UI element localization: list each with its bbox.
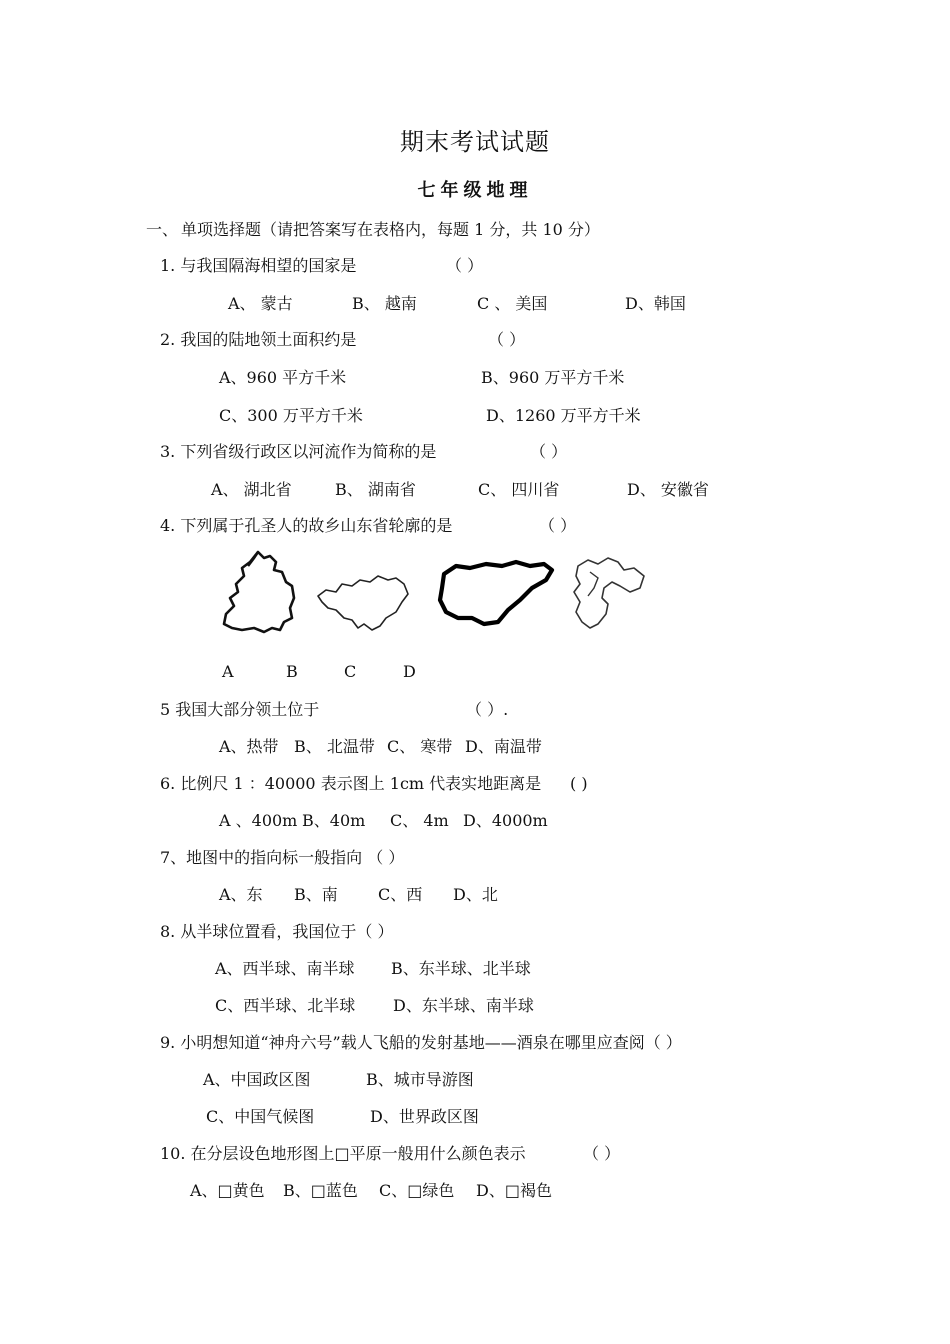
question-stem: 3. 下列省级行政区以河流作为简称的是 xyxy=(160,442,437,461)
question-stem: 4. 下列属于孔圣人的故乡山东省轮廓的是 xyxy=(160,516,453,535)
option-c: C、西半球、北半球 xyxy=(215,996,356,1015)
outline-label-c: C xyxy=(344,662,357,681)
outline-label-a: A xyxy=(222,662,234,681)
option-d: D、1260 万平方千米 xyxy=(486,406,641,425)
option-d: D、世界政区图 xyxy=(370,1107,479,1126)
option-d: D、韩国 xyxy=(625,294,686,313)
section-number: 一、 xyxy=(146,220,179,239)
answer-bracket: ( ) xyxy=(570,774,588,793)
question-stem: 7、地图中的指向标一般指向 （ ） xyxy=(160,848,405,867)
option-b: B、南 xyxy=(294,885,338,904)
option-c: C、西 xyxy=(378,885,423,904)
option-d: D、 安徽省 xyxy=(627,480,709,499)
option-c: C、 寒带 xyxy=(387,737,453,756)
province-outline-c-icon xyxy=(434,556,558,628)
answer-bracket: （ ） xyxy=(530,442,568,461)
option-a: A、西半球、南半球 xyxy=(215,959,355,978)
option-c: C 、 美国 xyxy=(477,294,548,313)
option-b: B、 北温带 xyxy=(294,737,375,756)
province-outline-b-icon xyxy=(312,570,412,634)
section-heading: 单项选择题（请把答案写在表格内，每题 1 分，共 10 分） xyxy=(181,220,600,239)
answer-bracket: （ ） xyxy=(488,330,526,349)
option-c: C、300 万平方千米 xyxy=(219,406,363,425)
option-a: A 、400m xyxy=(219,811,298,830)
option-c: C、 4m xyxy=(390,811,449,830)
outline-label-b: B xyxy=(286,662,298,681)
question-stem: 1. 与我国隔海相望的国家是 xyxy=(160,256,357,275)
answer-bracket: （ ） xyxy=(446,256,484,275)
option-c: C、□绿色 xyxy=(379,1181,455,1200)
option-d: D、北 xyxy=(453,885,498,904)
answer-bracket: （ ） xyxy=(539,516,577,535)
question-stem: 2. 我国的陆地领土面积约是 xyxy=(160,330,357,349)
option-b: B、 越南 xyxy=(352,294,417,313)
option-a: A、东 xyxy=(219,885,263,904)
question-stem: 5 我国大部分领土位于 xyxy=(160,700,320,719)
option-b: B、40m xyxy=(302,811,366,830)
question-stem: 8. 从半球位置看，我国位于（ ） xyxy=(160,922,394,941)
province-outline-d-icon xyxy=(568,554,650,632)
option-d: D、□褐色 xyxy=(476,1181,552,1200)
option-c: C、 四川省 xyxy=(478,480,560,499)
page-title: 期末考试试题 xyxy=(400,128,550,156)
page-subtitle: 七年级地理 xyxy=(417,180,533,201)
option-d: D、4000m xyxy=(463,811,548,830)
question-stem: 10. 在分层设色地形图上□平原一般用什么颜色表示 xyxy=(160,1144,526,1163)
answer-bracket: （ ） xyxy=(583,1144,621,1163)
option-a: A、中国政区图 xyxy=(203,1070,311,1089)
option-b: B、城市导游图 xyxy=(366,1070,474,1089)
option-d: D、南温带 xyxy=(465,737,542,756)
option-a: A、□黄色 xyxy=(190,1181,265,1200)
province-outline-a-icon xyxy=(218,548,300,634)
option-b: B、 湖南省 xyxy=(335,480,416,499)
option-d: D、东半球、南半球 xyxy=(393,996,534,1015)
question-stem: 9. 小明想知道“神舟六号”载人飞船的发射基地——酒泉在哪里应查阅（ ） xyxy=(160,1033,682,1052)
option-a: A、960 平方千米 xyxy=(219,368,347,387)
option-b: B、960 万平方千米 xyxy=(481,368,625,387)
option-a: A、 蒙古 xyxy=(228,294,293,313)
option-a: A、 湖北省 xyxy=(211,480,292,499)
option-b: B、东半球、北半球 xyxy=(391,959,531,978)
option-a: A、热带 xyxy=(219,737,279,756)
option-b: B、□蓝色 xyxy=(283,1181,358,1200)
answer-bracket: （ ）. xyxy=(466,700,509,719)
question-stem: 6. 比例尺 1 ：40000 表示图上 1cm 代表实地距离是 xyxy=(160,774,542,793)
outline-label-d: D xyxy=(403,662,416,681)
option-c: C、中国气候图 xyxy=(206,1107,315,1126)
